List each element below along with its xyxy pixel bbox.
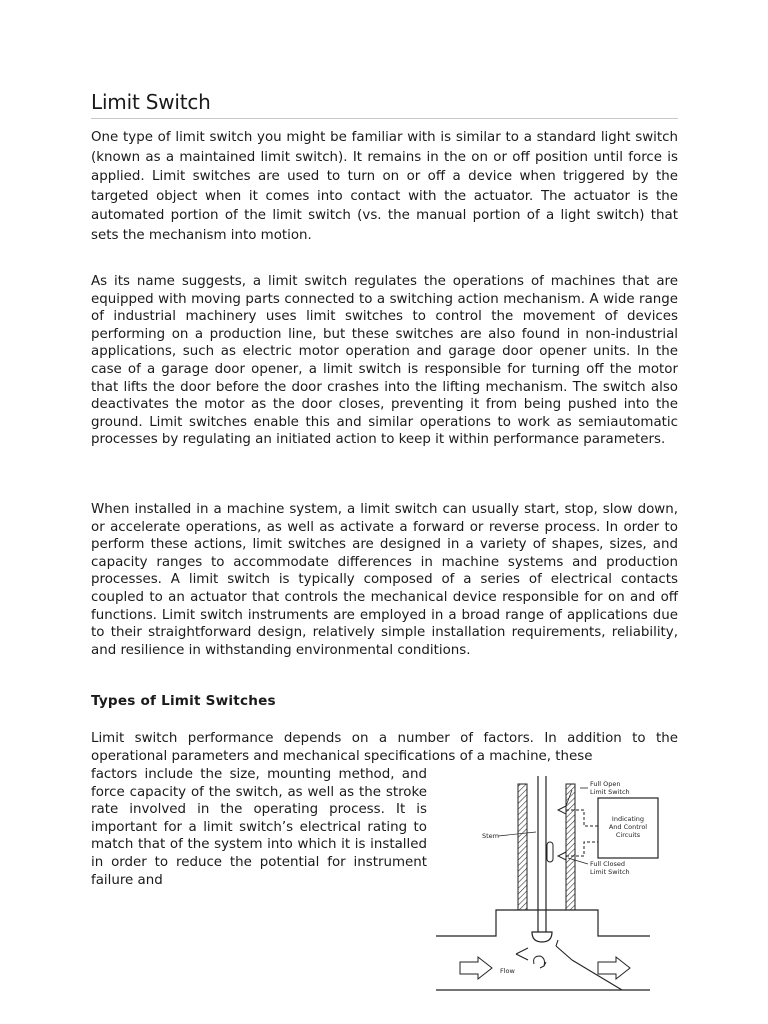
full-open-label: Full Open: [590, 780, 621, 788]
section-heading: Types of Limit Switches: [91, 693, 276, 709]
full-closed-label-2: Limit Switch: [590, 868, 630, 876]
left-wall: [518, 784, 527, 910]
flow-arrow-right: [598, 957, 630, 979]
control-label-3: Circuits: [615, 831, 641, 839]
paragraph-2: As its name suggests, a limit switch regulates the operations of machines that are equipped with moving parts connected to a switching action mechanism. A wide range of industrial machinery uses limit switches to control the movement of devices performing on a production line, but these switches are also found in non-industrial applications, such as electric motor operation and garage door opener units. In the case of a garage door opener, a limit switch is responsible for turning off the motor that lifts the door before the door crashes into the lifting mechanism. The switch also deactivates the motor as the door closes, preventing it from being pushed into the ground. Limit switches enable this and similar operations to work as semiautomatic processes by regulating an initiated action to keep it within performance parameters.: [91, 274, 678, 448]
full-open-label-2: Limit Switch: [590, 788, 630, 796]
control-label-2: And Control: [608, 823, 648, 831]
page-title: Limit Switch: [91, 90, 678, 119]
valve-disc: [532, 932, 552, 942]
flow-curl-arrow: [534, 956, 545, 966]
flow-label: Flow: [500, 967, 515, 975]
full-closed-switch: [558, 852, 566, 860]
actuator-tab: [547, 842, 553, 862]
control-label-1: Indicating: [611, 815, 645, 823]
section-paragraph-wrapped: factors include the size, mounting method, and force capacity of the switch, as well as the stroke rate involved in the operating process. It is important for a limit switch’s electrical rating to match that of the system into which it is installed in order to reduce the potential for instrument failure and: [91, 767, 427, 888]
paragraph-1: One type of limit switch you might be familiar with is similar to a standard light switch (known as a maintained limit switch). It remains in the on or off position until force is applied. Limit switches are used to turn on or off a device when triggered by the targeted object when it comes into contact with the actuator. The actuator is the automated portion of the limit switch (vs. the manual portion of a light switch) that sets the mechanism into motion.: [91, 130, 678, 243]
flow-arrow-left: [460, 957, 492, 979]
section-paragraph-top: Limit switch performance depends on a number of factors. In addition to the operational parameters and mechanical specifications of a machine, these: [91, 731, 678, 764]
stem-label: Stem: [482, 832, 500, 840]
full-open-switch: [558, 806, 566, 814]
full-closed-label: Full Closed: [590, 860, 626, 868]
valve-limit-switch-diagram: [432, 776, 664, 994]
paragraph-3: When installed in a machine system, a limit switch can usually start, stop, slow down, or accelerate operations, as well as activate a forward or reverse process. In order to perform these actions, limit switches are designed in a variety of shapes, sizes, and capacity ranges to accommodate differences in machine systems and production processes. A limit switch is typically composed of a series of electrical contacts coupled to an actuator that controls the mechanical device responsible for on and off functions. Limit switch instruments are employed in a broad range of applications due to their straightforward design, relatively simple installation requirements, reliability, and resilience in withstanding environmental conditions.: [91, 502, 678, 658]
